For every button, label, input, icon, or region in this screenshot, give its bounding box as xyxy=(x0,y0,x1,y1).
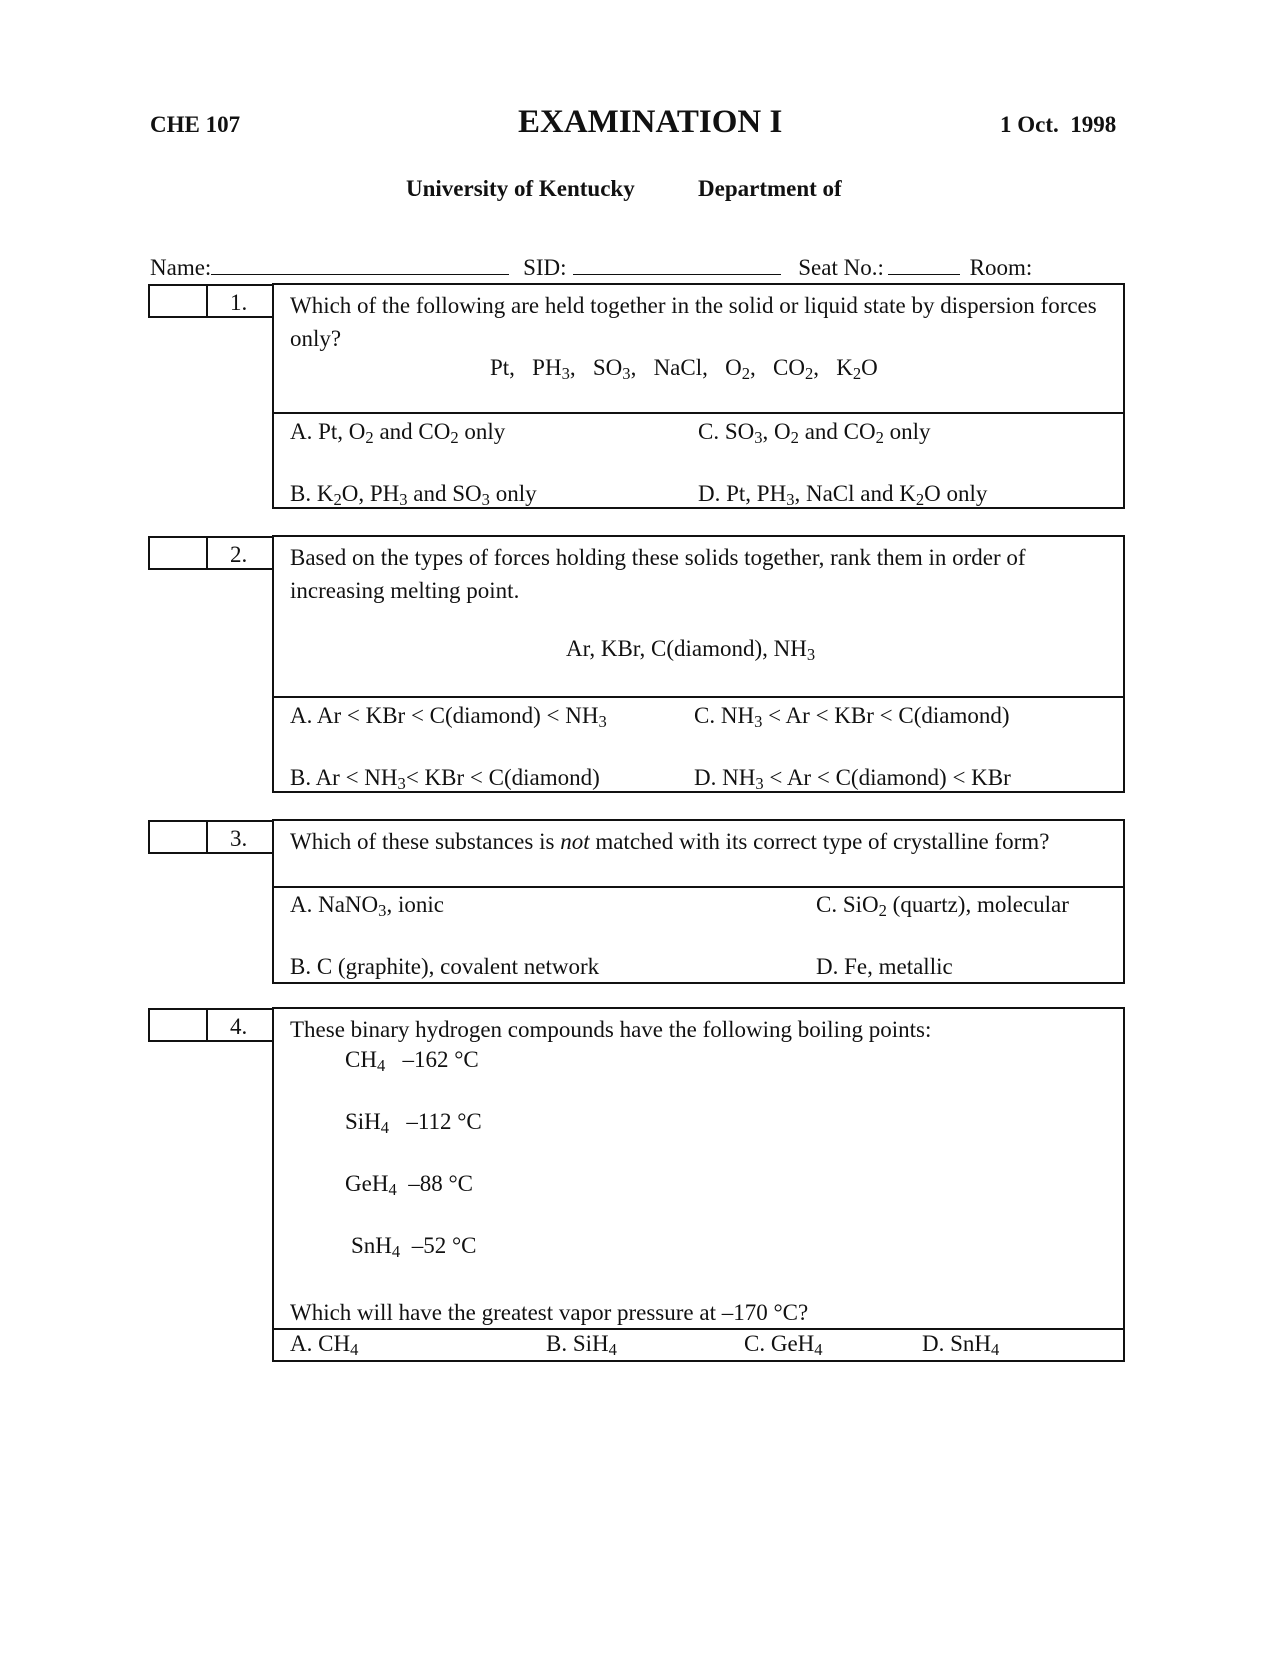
student-fields xyxy=(150,254,1032,281)
q2-number-box xyxy=(206,536,274,570)
q4-data-row-snh4: SnH$_4$ –52 °C xyxy=(351,1233,477,1262)
name-blank[interactable] xyxy=(211,254,509,275)
q1-text: Which of the following are held together in the solid or liquid state by dispersion forces only? xyxy=(290,293,1097,351)
q4-data-row-ch4: $CH_4$ –162 °C xyxy=(345,1047,479,1076)
q3-number: 3. xyxy=(230,826,248,851)
q4-option-b[interactable]: B. SiH$_4$ xyxy=(546,1331,617,1360)
q2-divider xyxy=(274,696,1123,698)
q3-emphasis: not xyxy=(560,829,590,854)
q2-option-b[interactable]: B. $Ar < NH_3<$ KBr < C(diamond) xyxy=(290,765,600,794)
q3-option-c[interactable]: C. SiO$_2$ (quartz), molecular xyxy=(816,892,1069,921)
q1-option-a[interactable]: A. Pt, $O_2$ and $CO_2$ only xyxy=(290,419,506,448)
sid-label: SID: xyxy=(523,255,567,280)
q3-option-a[interactable]: A. NaNO$_3$, ionic xyxy=(290,892,444,921)
q2-formula-line: Ar, KBr, C(diamond), $NH_3$ xyxy=(566,636,816,665)
q3-text: Which of these substances is not matched with its correct type of crystalline form? xyxy=(290,829,1050,854)
q4-option-c[interactable]: C. GeH$_4$ xyxy=(744,1331,823,1360)
q2-number: 2. xyxy=(230,542,248,567)
university-name: University of Kentucky xyxy=(406,176,635,201)
q2-option-c[interactable]: C. $NH_3 < Ar$ < KBr < C(diamond) xyxy=(694,703,1010,732)
q4-data-row-geh4: GeH$_4$ –88 °C xyxy=(345,1171,474,1200)
q4-text: These binary hydrogen compounds have the following boiling points: xyxy=(290,1017,932,1042)
department-name: Department of xyxy=(698,176,842,201)
name-label: Name: xyxy=(150,255,212,280)
q3-number-box xyxy=(206,820,274,854)
q1-formula-line: Pt, $PH_3$, $SO_3$, NaCl, $O_2$, $CO_2$, $K_2O$ xyxy=(490,355,878,384)
q1-box xyxy=(272,283,1125,509)
exam-title: EXAMINATION I xyxy=(518,104,783,140)
seat-blank[interactable] xyxy=(888,254,960,275)
q1-option-d[interactable]: D. Pt, $PH_3$, NaCl and $K_2O$ only xyxy=(698,481,988,510)
q4-number: 4. xyxy=(230,1014,248,1039)
q4-divider xyxy=(274,1328,1123,1330)
q2-option-d[interactable]: D. $NH_3 < Ar$ < C(diamond) < KBr xyxy=(694,765,1011,794)
seat-label: Seat No.: xyxy=(798,255,884,280)
exam-date: 1 Oct. 1998 xyxy=(1000,112,1117,137)
q1-option-c[interactable]: C. $SO_3$, $O_2$ and $CO_2$ only xyxy=(698,419,931,448)
q2-answer-box[interactable] xyxy=(148,536,208,570)
q3-divider xyxy=(274,886,1123,888)
q4-prompt: Which will have the greatest vapor pressure at –170 °C? xyxy=(290,1300,809,1325)
q3-option-b[interactable]: B. C (graphite), covalent network xyxy=(290,954,600,979)
q3-box xyxy=(272,819,1125,984)
q4-data-row-sih4: SiH$_4$ –112 °C xyxy=(345,1109,482,1138)
q1-number: 1. xyxy=(230,290,248,315)
q1-answer-box[interactable] xyxy=(148,284,208,318)
course-code: CHE 107 xyxy=(150,112,241,137)
q4-number-box xyxy=(206,1008,274,1042)
q1-option-b[interactable]: B. $K_2O$, $PH_3$ and $SO_3$ only xyxy=(290,481,537,510)
q3-option-d[interactable]: D. Fe, metallic xyxy=(816,954,953,979)
q2-text: Based on the types of forces holding these solids together, rank them in order of increasing melting point. xyxy=(290,545,1026,603)
q4-answer-box[interactable] xyxy=(148,1008,208,1042)
room-label: Room: xyxy=(969,255,1033,280)
q4-option-d[interactable]: D. SnH$_4$ xyxy=(922,1331,1000,1360)
q2-option-a[interactable]: A. Ar < KBr < C(diamond) < $NH_3$ xyxy=(290,703,607,732)
q4-option-a[interactable]: A. $CH_4$ xyxy=(290,1331,359,1360)
q2-box xyxy=(272,535,1125,793)
q1-divider xyxy=(274,412,1123,414)
q4-box xyxy=(272,1007,1125,1362)
q3-answer-box[interactable] xyxy=(148,820,208,854)
q1-number-box xyxy=(206,284,274,318)
sid-blank[interactable] xyxy=(573,254,781,275)
